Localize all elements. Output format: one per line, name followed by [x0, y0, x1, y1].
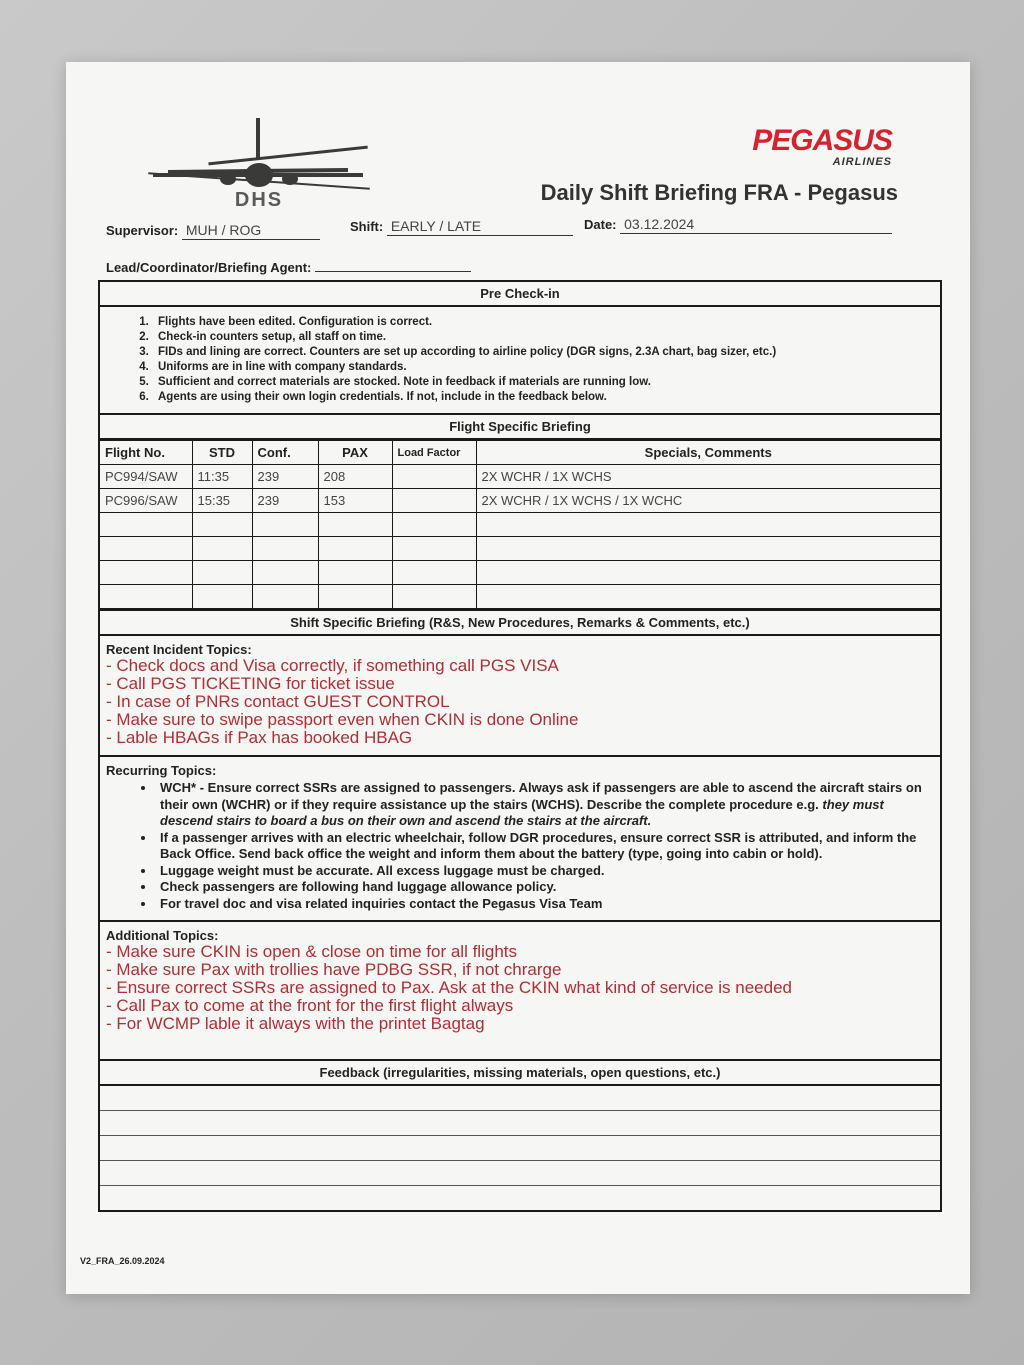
list-item: 6. Agents are using their own login credentials. If not, include in the feedback below. — [152, 390, 932, 405]
cell-load-factor[interactable] — [392, 561, 476, 585]
col-std: STD — [192, 441, 252, 465]
lead-agent-value[interactable] — [315, 256, 471, 272]
list-item: - In case of PNRs contact GUEST CONTROL — [106, 692, 450, 711]
cell-std[interactable]: 11:35 — [192, 465, 252, 489]
feedback-line[interactable] — [100, 1186, 940, 1210]
list-item — [156, 780, 934, 830]
feedback-line[interactable] — [100, 1086, 940, 1111]
cell-std[interactable]: 15:35 — [192, 489, 252, 513]
table-row — [100, 537, 940, 561]
list-item: - Call Pax to come at the front for the first flight always — [106, 996, 514, 1015]
version-footer: V2_FRA_26.09.2024 — [80, 1256, 165, 1266]
cell-specials[interactable] — [476, 513, 940, 537]
cell-std[interactable] — [192, 561, 252, 585]
date-label: Date: — [584, 217, 617, 232]
cell-specials[interactable] — [476, 585, 940, 609]
flight-briefing-heading: Flight Specific Briefing — [100, 413, 940, 440]
cell-flight-no[interactable] — [100, 561, 192, 585]
additional-topics — [100, 922, 940, 1061]
supervisor-field — [106, 222, 320, 240]
briefing-sheet — [66, 62, 970, 1294]
list-item — [156, 879, 934, 896]
cell-std[interactable] — [192, 537, 252, 561]
shift-field — [350, 218, 573, 236]
pegasus-brand: PEGASUS — [752, 124, 892, 157]
feedback-heading: Feedback (irregularities, missing materials, open questions, etc.) — [100, 1061, 940, 1086]
recurring-topics — [100, 757, 940, 922]
cell-specials[interactable]: 2X WCHR / 1X WCHS — [476, 465, 940, 489]
col-load-factor: Load Factor — [392, 441, 476, 465]
briefing-form — [98, 280, 942, 1212]
table-row — [100, 585, 940, 609]
supervisor-label: Supervisor: — [106, 223, 179, 238]
cell-flight-no[interactable] — [100, 585, 192, 609]
pre-checkin-list — [100, 307, 940, 413]
list-item: - For WCMP lable it always with the printet Bagtag — [106, 1014, 485, 1033]
list-item: 4. Uniforms are in line with company standards. — [152, 360, 932, 375]
col-specials: Specials, Comments — [476, 441, 940, 465]
col-conf: Conf. — [252, 441, 318, 465]
feedback-line[interactable] — [100, 1136, 940, 1161]
recurring-italic-text: they must descend stairs to board a bus on their own and ascend the stairs at the aircraft. — [160, 796, 884, 828]
supervisor-value[interactable]: MUH / ROG — [182, 222, 320, 240]
table-row — [100, 513, 940, 537]
cell-load-factor[interactable] — [392, 537, 476, 561]
additional-topics-title: Additional Topics: — [106, 928, 219, 943]
cell-pax[interactable] — [318, 561, 392, 585]
date-field — [584, 216, 892, 234]
cell-pax[interactable] — [318, 585, 392, 609]
cell-flight-no[interactable]: PC994/SAW — [100, 465, 192, 489]
list-item: - Make sure CKIN is open & close on time for all flights — [106, 942, 517, 961]
dhs-logo-text: DHS — [234, 189, 284, 211]
cell-conf[interactable] — [252, 561, 318, 585]
list-item: - Lable HBAGs if Pax has booked HBAG — [106, 728, 413, 747]
cell-conf[interactable] — [252, 537, 318, 561]
table-row — [100, 489, 940, 513]
cell-load-factor[interactable] — [392, 465, 476, 489]
cell-load-factor[interactable] — [392, 585, 476, 609]
pegasus-brand-sub: AIRLINES — [832, 156, 892, 168]
cell-load-factor[interactable] — [392, 513, 476, 537]
cell-pax[interactable] — [318, 513, 392, 537]
list-item: 3. FIDs and lining are correct. Counters are set up according to airline policy (DGR signs, 2.3A chart, bag sizer, etc.) — [152, 345, 932, 360]
cell-std[interactable] — [192, 585, 252, 609]
recurring-topics-title: Recurring Topics: — [106, 763, 217, 778]
table-header-row — [100, 441, 940, 465]
cell-conf[interactable] — [252, 585, 318, 609]
lead-agent-field — [106, 256, 471, 275]
feedback-line[interactable] — [100, 1161, 940, 1186]
recurring-text: WCH* - Ensure correct SSRs are assigned to passengers. Always ask if passengers are able to ascend the aircraft stairs on their own (WCHR) or if they require assistance up the stairs (WCHS). Describe the complete procedure e.g. — [160, 780, 922, 812]
list-item: 5. Sufficient and correct materials are stocked. Note in feedback if materials are running low. — [152, 375, 932, 390]
feedback-line[interactable] — [100, 1111, 940, 1136]
cell-conf[interactable]: 239 — [252, 465, 318, 489]
col-flight-no: Flight No. — [100, 441, 192, 465]
list-item — [156, 863, 934, 880]
cell-std[interactable] — [192, 513, 252, 537]
shift-label: Shift: — [350, 219, 384, 234]
flight-table — [100, 440, 940, 609]
list-item — [156, 830, 934, 863]
pegasus-logo — [752, 126, 892, 168]
cell-specials[interactable] — [476, 537, 940, 561]
shift-briefing-heading: Shift Specific Briefing (R&S, New Procedures, Remarks & Comments, etc.) — [100, 609, 940, 636]
list-item: - Call PGS TICKETING for ticket issue — [106, 674, 395, 693]
recurring-text: For travel doc and visa related inquiries contact the Pegasus Visa Team — [160, 895, 603, 911]
cell-flight-no[interactable] — [100, 537, 192, 561]
list-item — [156, 896, 934, 913]
recurring-list — [106, 780, 934, 912]
list-item: - Ensure correct SSRs are assigned to Pax. Ask at the CKIN what kind of service is needed — [106, 978, 792, 997]
lead-agent-label: Lead/Coordinator/Briefing Agent: — [106, 260, 312, 275]
pre-checkin-heading: Pre Check-in — [100, 282, 940, 307]
col-pax: PAX — [318, 441, 392, 465]
list-item: - Make sure Pax with trollies have PDBG SSR, if not chrarge — [106, 960, 562, 979]
table-row — [100, 465, 940, 489]
cell-pax[interactable]: 208 — [318, 465, 392, 489]
table-row — [100, 561, 940, 585]
feedback-area[interactable] — [100, 1086, 940, 1210]
cell-conf[interactable]: 239 — [252, 489, 318, 513]
list-item: - Check docs and Visa correctly, if something call PGS VISA — [106, 656, 559, 675]
list-item: - Make sure to swipe passport even when CKIN is done Online — [106, 710, 579, 729]
list-item: 1. Flights have been edited. Configuration is correct. — [152, 315, 932, 330]
recurring-text: Luggage weight must be accurate. All excess luggage must be charged. — [160, 862, 605, 878]
cell-conf[interactable] — [252, 513, 318, 537]
cell-flight-no[interactable]: PC996/SAW — [100, 489, 192, 513]
dhs-plane-logo — [148, 118, 370, 213]
recurring-text: If a passenger arrives with an electric wheelchair, follow DGR procedures, ensure correct SSR is attributed, and inform the Back Office. Send back office the weight and inform them about the battery (type, going into cabin or hold). — [160, 829, 917, 861]
shift-value[interactable]: EARLY / LATE — [387, 218, 573, 236]
document-title: Daily Shift Briefing FRA - Pegasus — [540, 180, 898, 205]
cell-pax[interactable]: 153 — [318, 489, 392, 513]
cell-specials[interactable] — [476, 561, 940, 585]
cell-flight-no[interactable] — [100, 513, 192, 537]
date-value[interactable]: 03.12.2024 — [620, 216, 892, 234]
cell-load-factor[interactable] — [392, 489, 476, 513]
list-item: 2. Check-in counters setup, all staff on time. — [152, 330, 932, 345]
cell-pax[interactable] — [318, 537, 392, 561]
recurring-text: Check passengers are following hand luggage allowance policy. — [160, 879, 557, 894]
recent-incident-topics — [100, 636, 940, 757]
cell-specials[interactable]: 2X WCHR / 1X WCHS / 1X WCHC — [476, 489, 940, 513]
recent-topics-title: Recent Incident Topics: — [106, 642, 252, 657]
